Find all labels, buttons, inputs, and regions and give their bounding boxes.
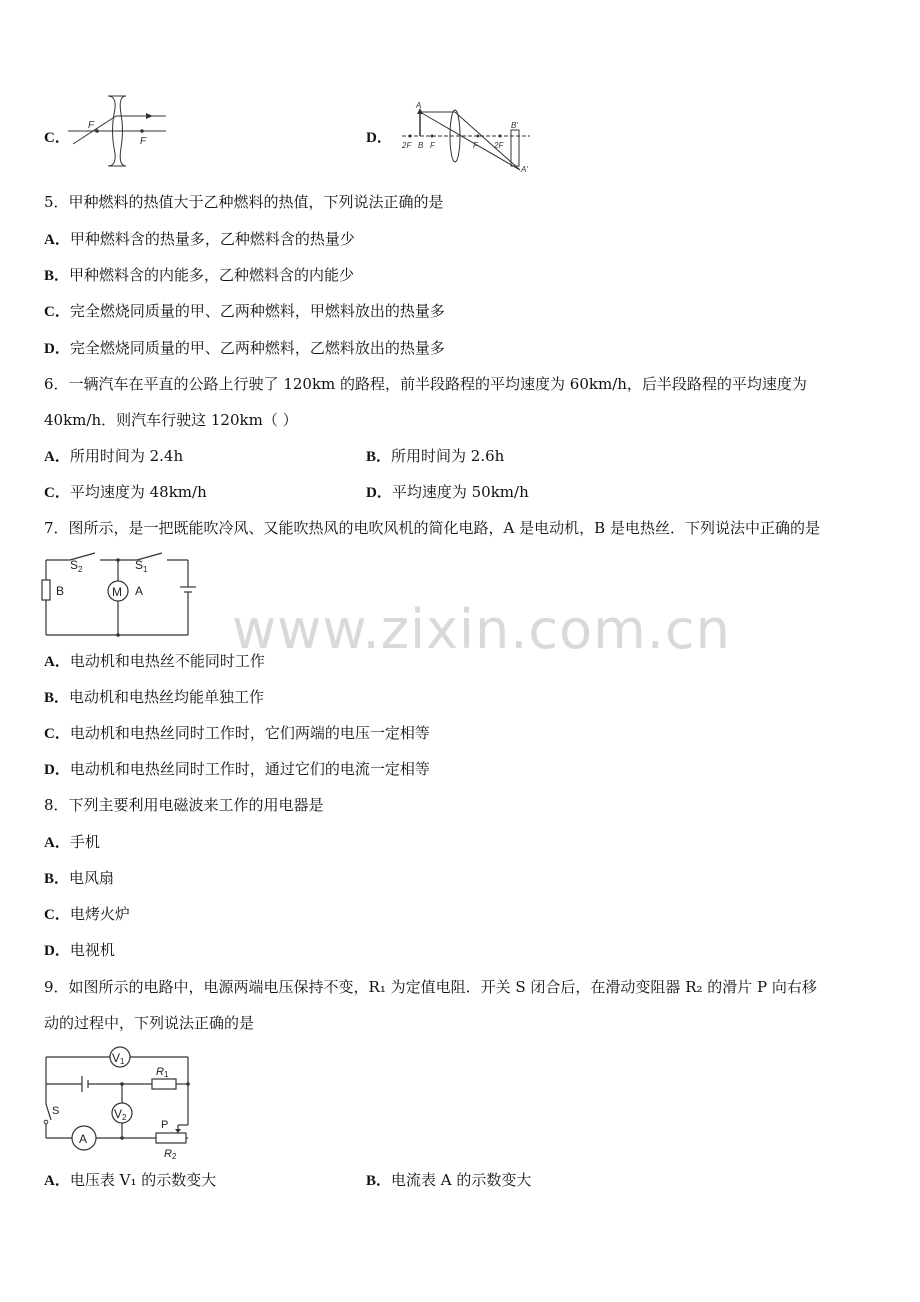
f-label-right: F [473,141,478,150]
q9-option-a: A．电压表 V₁ 的示数变大 [44,1171,217,1189]
s-label: S [52,1105,60,1117]
2f-label-left: 2F [402,141,412,150]
q9-option-b: B．电流表 A 的示数变大 [366,1171,532,1189]
q5-option-b: B．甲种燃料含的内能多，乙种燃料含的内能少 [44,266,355,284]
f-label-right: F [140,136,147,147]
q7-option-b: B．电动机和电热丝均能单独工作 [44,688,265,706]
f-label-left: F [430,141,435,150]
q6-option-c: C．平均速度为 48km/h [44,483,207,501]
q7-option-a: A．电动机和电热丝不能同时工作 [44,652,265,670]
q6-stem-line2: 40km/h．则汽车行驶这 120km（ ） [44,411,298,429]
q5-option-c: C．完全燃烧同质量的甲、乙两种燃料，甲燃料放出的热量多 [44,302,445,320]
b-label: B [56,584,65,598]
r1-subscript: 1 [164,1070,169,1079]
v2-subscript: 2 [122,1113,127,1122]
ammeter-label: A [79,1132,88,1146]
q8-option-c: C．电烤火炉 [44,905,130,923]
a-label: A [416,101,422,110]
q7-stem: 7．图所示，是一把既能吹冷风、又能吹热风的电吹风机的简化电路，A 是电动机，B 是电热丝．下列说法中正确的是 [44,519,820,537]
option-d-label: D． [366,130,392,146]
v2-label: V [114,1107,123,1121]
watermark: www.zixin.com.cn [232,598,731,661]
convex-lens-figure [400,100,532,176]
r1-label: R [156,1066,164,1078]
q5-option-d: D．完全燃烧同质量的甲、乙两种燃料，乙燃料放出的热量多 [44,339,445,357]
q6-option-b: B．所用时间为 2.6h [366,447,505,465]
q9-stem-line1: 9．如图所示的电路中，电源两端电压保持不变，R₁ 为定值电阻．开关 S 闭合后，在滑动变阻器 R₂ 的滑片 P 向右移 [44,978,817,996]
q5-option-a: A．甲种燃料含的热量多，乙种燃料含的热量少 [44,230,355,248]
s2-subscript: 2 [78,565,83,574]
s1-subscript: 1 [143,565,148,574]
v1-subscript: 1 [120,1057,125,1066]
q9-stem-line2: 动的过程中，下列说法正确的是 [44,1014,255,1032]
q8-option-a: A．手机 [44,833,100,851]
a-label: A [135,584,144,598]
p-label: P [161,1119,169,1131]
f-label-left: F [88,120,95,131]
v1-label: V [112,1051,121,1065]
q6-stem-line1: 6．一辆汽车在平直的公路上行驶了 120km 的路程，前半段路程的平均速度为 60km/h，后半段路程的平均速度为 [44,375,807,393]
s2-label: S [70,558,79,572]
q7-option-d: D．电动机和电热丝同时工作时，通过它们的电流一定相等 [44,760,430,778]
2f-label-right: 2F [494,141,504,150]
q8-option-b: B．电风扇 [44,869,115,887]
r2-label: R [164,1148,172,1160]
q6-option-a: A．所用时间为 2.4h [44,447,184,465]
a-prime-label: A' [521,165,528,174]
voltmeter-circuit [38,1040,198,1162]
r2-subscript: 2 [172,1152,177,1161]
q5-stem: 5．甲种燃料的热值大于乙种燃料的热值，下列说法正确的是 [44,193,444,211]
q8-option-d: D．电视机 [44,941,115,959]
q6-option-d: D．平均速度为 50km/h [366,483,529,501]
concave-lens-figure [68,94,168,178]
s1-label: S [135,558,144,572]
option-c-label: C． [44,130,70,146]
motor-label: M [112,585,122,599]
hair-dryer-circuit [40,550,200,640]
b-label: B [418,141,424,150]
q7-option-c: C．电动机和电热丝同时工作时，它们两端的电压一定相等 [44,724,430,742]
b-prime-label: B' [511,121,518,130]
q8-stem: 8．下列主要利用电磁波来工作的用电器是 [44,796,324,814]
